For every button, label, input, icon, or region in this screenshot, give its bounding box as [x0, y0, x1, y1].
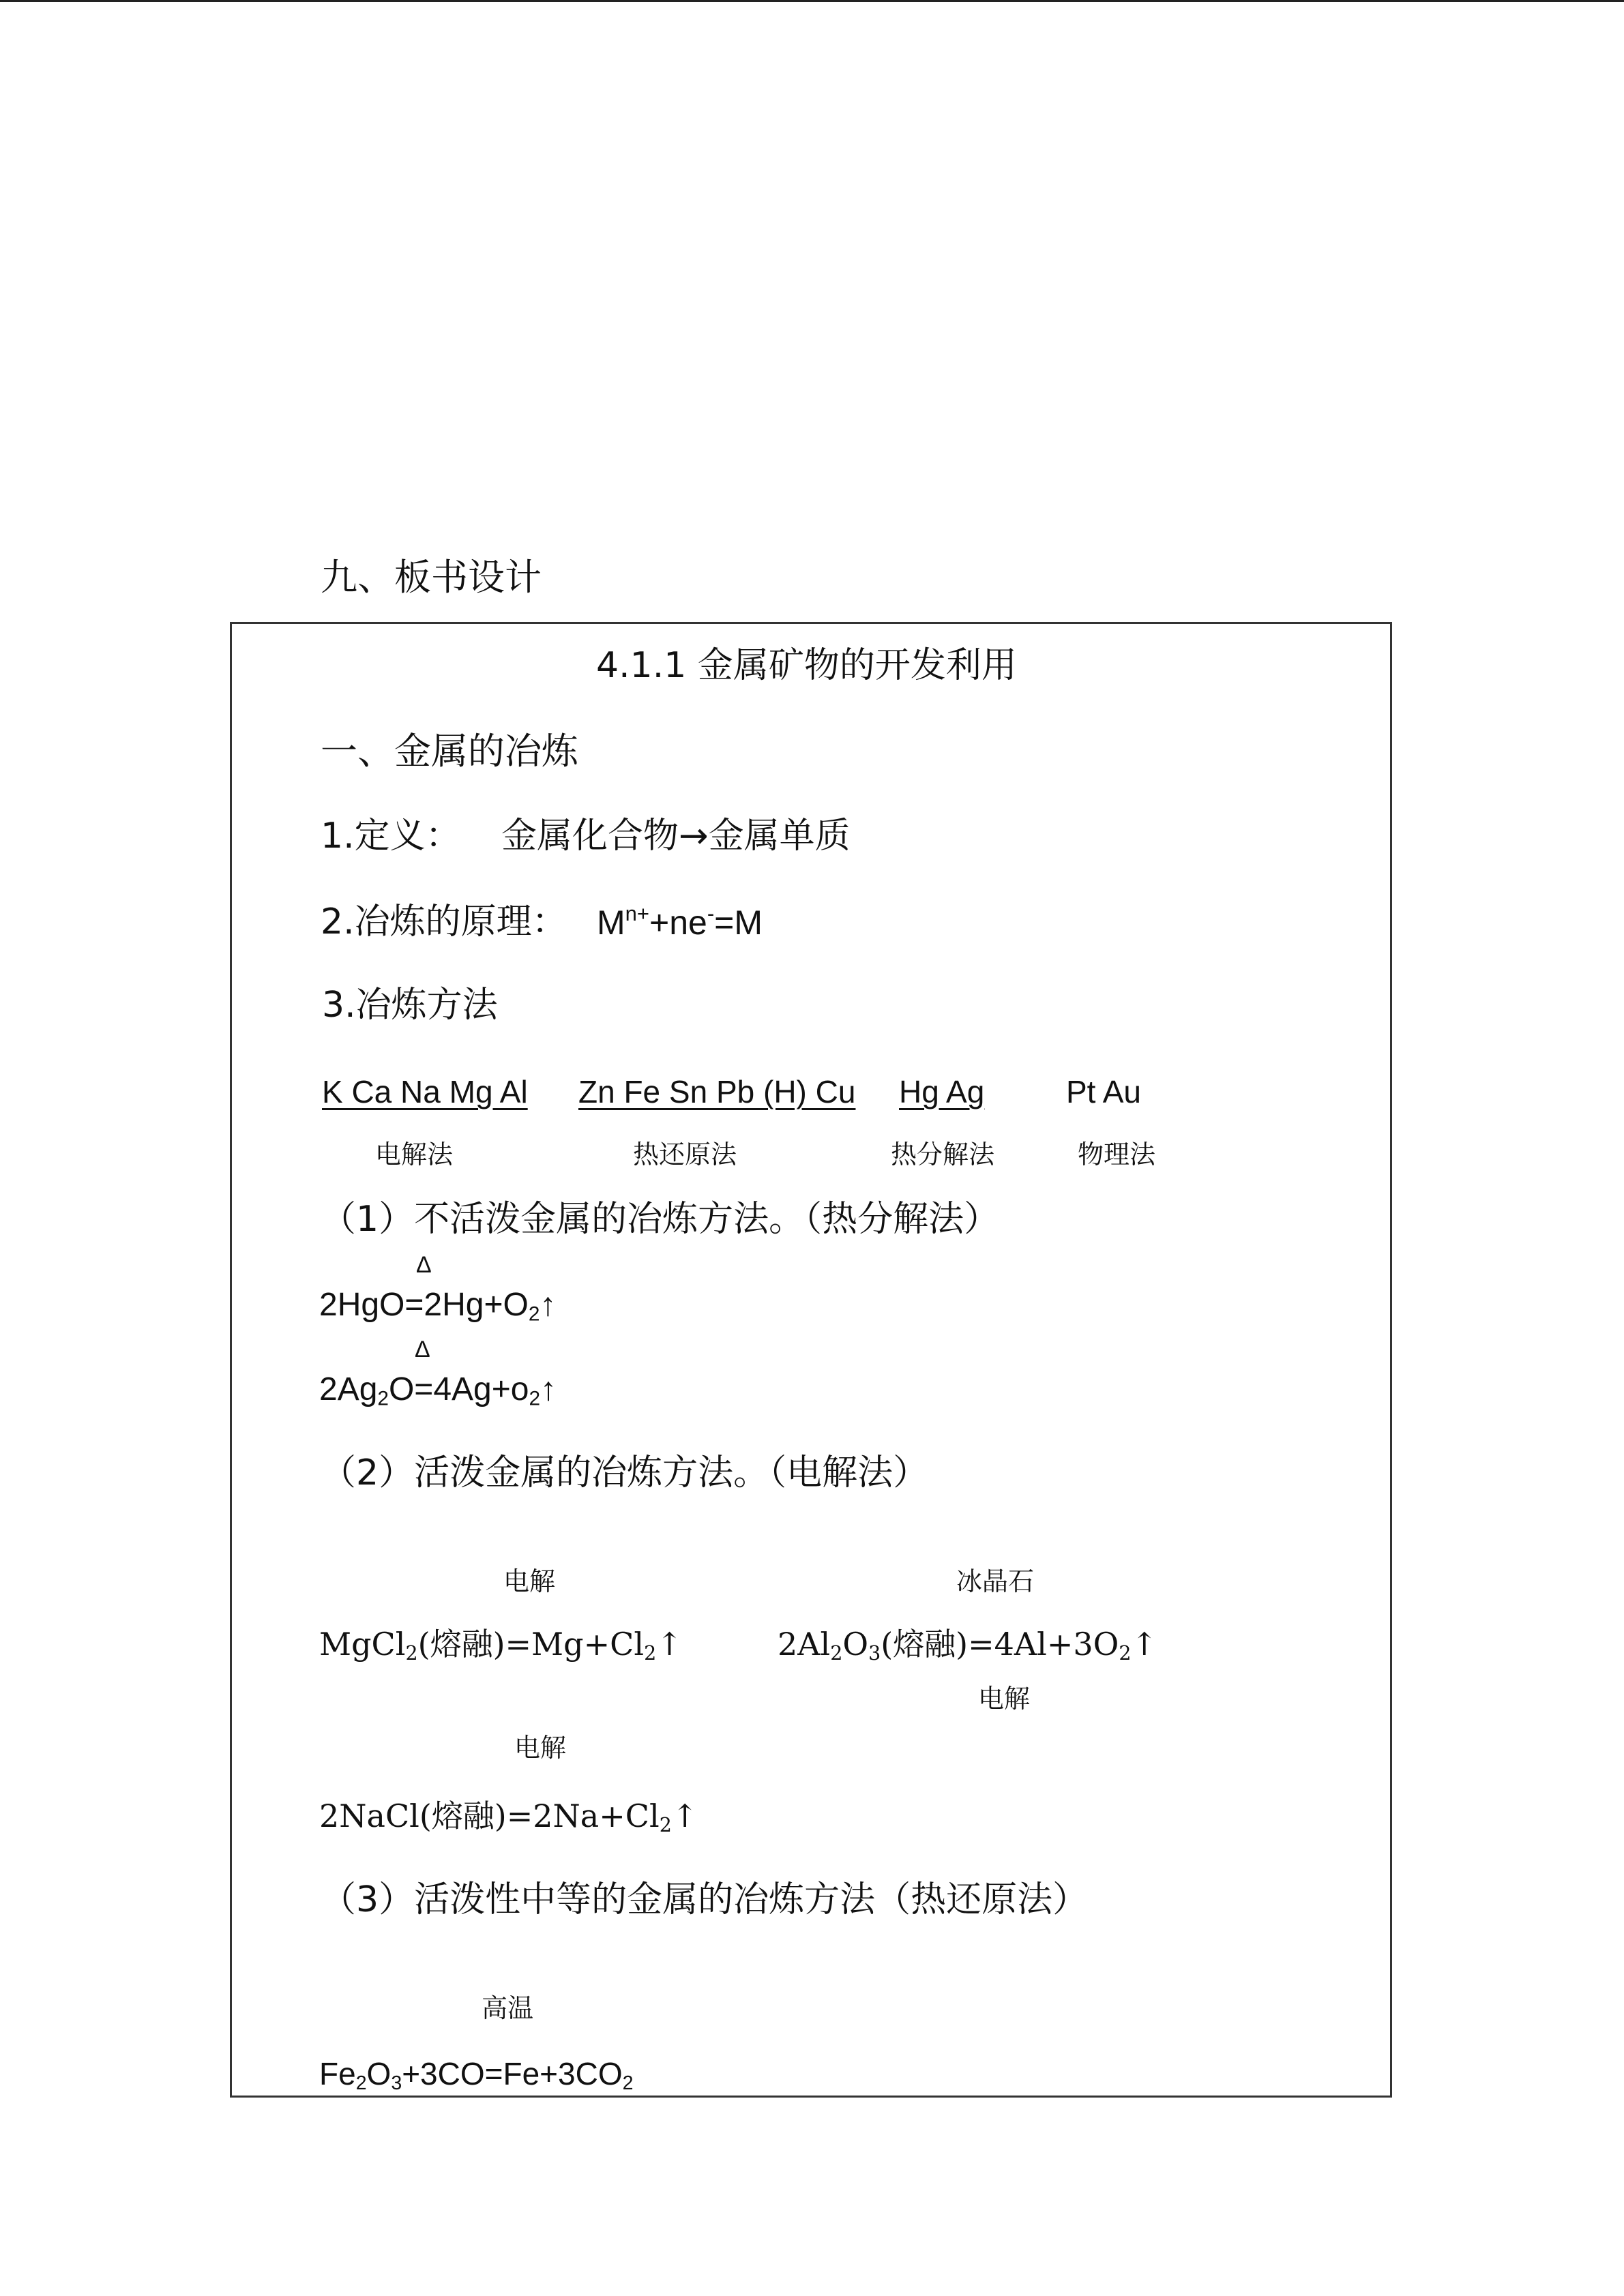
activity-group-electrolysis: K Ca Na Mg Al [322, 1074, 528, 1109]
eq-nacl-condition: 电解 [514, 1733, 567, 1763]
eq-al2o3-condition-bottom: 电解 [978, 1684, 1031, 1714]
eq-al2o3-condition-top: 冰晶石 [956, 1566, 1035, 1596]
method-label-thermal-reduction: 热还原法 [633, 1139, 737, 1169]
eq-fe2o3: $Fe_2O_3+3CO=Fe+3CO_2$ [319, 2056, 634, 2095]
eq-fe2o3-condition: 高温 [482, 1993, 534, 2023]
method-label-electrolysis: 电解法 [375, 1139, 454, 1169]
eq-ag2o: $2Ag_2O=4Ag+o_2↑$ [319, 1371, 557, 1410]
principle-formula: $M^{n+}+ne^-=M$ [597, 901, 763, 942]
principle-label: 2.冶炼的原理： [321, 901, 567, 942]
method-label-thermal-decomposition: 热分解法 [891, 1139, 995, 1169]
activity-group-physical: Pt Au [1066, 1074, 1141, 1109]
eq-al2o3: $2Al_2O_3$(熔融)$=4Al+3O_2↑$ [778, 1626, 1158, 1665]
page-top-border [0, 0, 1624, 2]
sub3-heading: （3）活泼性中等的金属的冶炼方法（热还原法） [321, 1879, 1089, 1920]
board-title: 4.1.1 金属矿物的开发利用 [596, 645, 1017, 686]
section-heading: 九、板书设计 [321, 556, 542, 599]
activity-group-thermal-reduction: Zn Fe Sn Pb (H) Cu [578, 1074, 856, 1109]
definition-label: 1.定义： [321, 816, 461, 856]
methods-heading: 3.冶炼方法 [322, 985, 498, 1026]
method-label-physical: 物理法 [1078, 1139, 1156, 1169]
sub1-heading: （1）不活泼金属的冶炼方法。（热分解法） [321, 1199, 1000, 1240]
eq-ag2o-condition: Δ [415, 1337, 430, 1362]
part1-heading: 一、金属的冶炼 [321, 730, 578, 773]
eq-hgo-condition: Δ [416, 1252, 432, 1278]
eq-mgcl2-condition: 电解 [503, 1566, 556, 1596]
definition-content: 金属化合物→金属单质 [501, 816, 851, 856]
activity-group-thermal-decomposition: Hg Ag [899, 1074, 985, 1109]
eq-nacl: 2NaCl(熔融)$=2Na+Cl_2↑$ [319, 1798, 698, 1837]
eq-mgcl2: MgCl$_2$(熔融)$=Mg+Cl_2↑$ [319, 1626, 683, 1665]
sub2-heading: （2）活泼金属的冶炼方法。（电解法） [321, 1452, 929, 1493]
eq-hgo: $2HgO=2Hg+O_2↑$ [319, 1287, 557, 1326]
